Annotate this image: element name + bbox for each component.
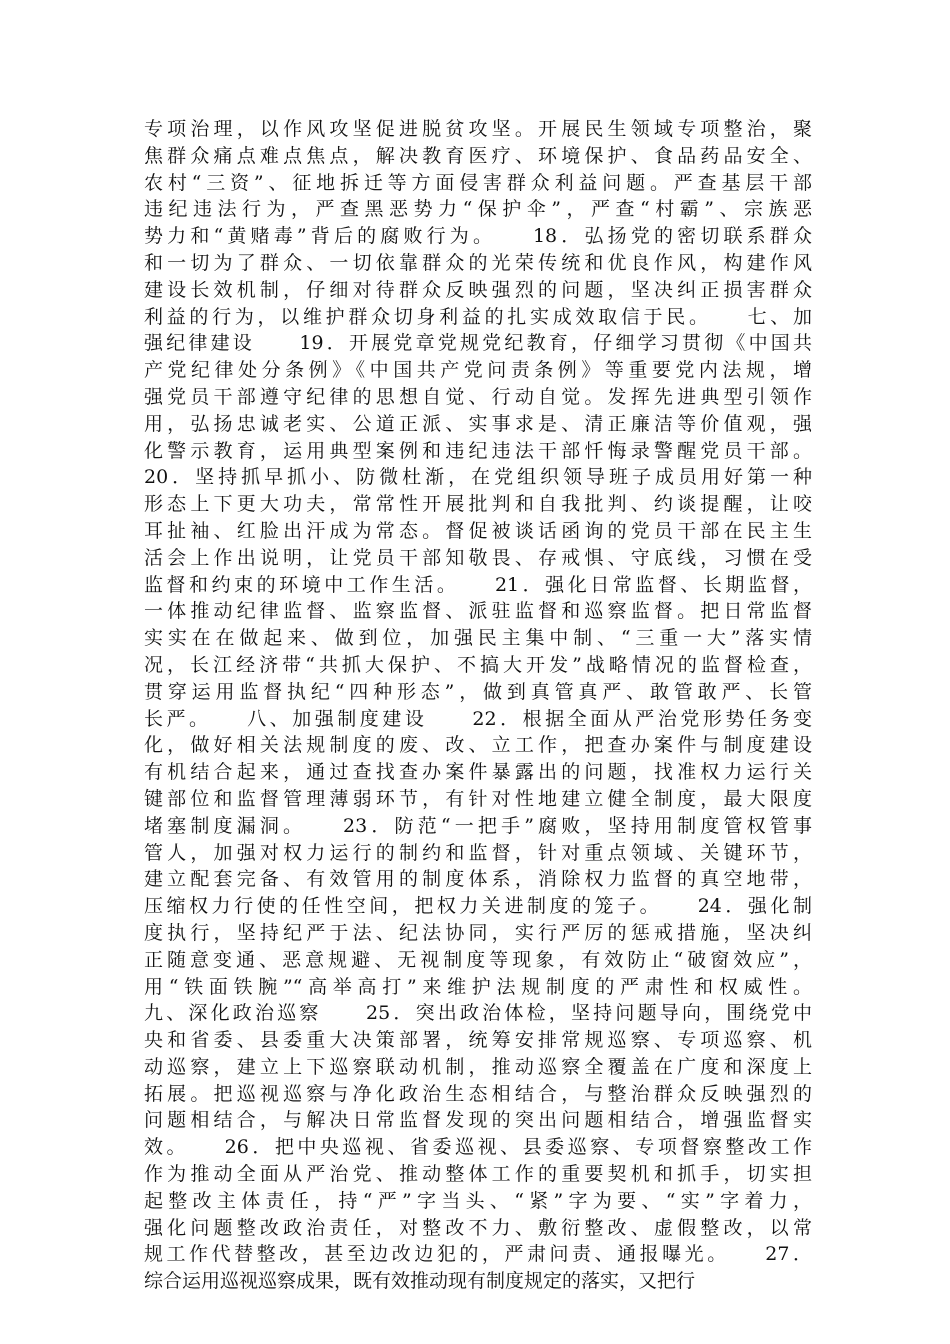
text-line: 度执行，坚持纪严于法、纪法协同，实行严厉的惩戒措施，坚决纠: [144, 921, 812, 944]
text-line: 央和省委、县委重大决策部署，统筹安排常规巡察、专项巡察、机: [144, 1029, 812, 1052]
text-line: 强纪律建设 19．开展党章党规党纪教育，仔细学习贯彻《中国共: [144, 332, 812, 355]
text-line: 耳扯袖、红脸出汗成为常态。督促被谈话函询的党员干部在民主生: [144, 519, 812, 542]
text-line: 一体推动纪律监督、监察监督、派驻监督和巡察监督。把日常监督: [144, 600, 812, 623]
text-line: 专项治理，以作风攻坚促进脱贫攻坚。开展民生领域专项整治，聚: [144, 118, 812, 140]
text-line: 规工作代替整改，甚至边改边犯的，严肃问责、通报曝光。 27．: [144, 1243, 812, 1266]
text-line: 形态上下更大功夫，常常性开展批判和自我批判、约谈提醒，让咬: [144, 493, 812, 516]
text-line: 建立配套完备、有效管用的制度体系，消除权力监督的真空地带，: [144, 868, 812, 891]
text-line: 用，弘扬忠诚老实、公道正派、实事求是、清正廉洁等价值观，强: [144, 412, 812, 435]
text-line: 况，长江经济带“共抓大保护、不搞大开发”战略情况的监督检查，: [144, 653, 812, 676]
text-line: 利益的行为，以维护群众切身利益的扎实成效取信于民。 七、加: [144, 305, 812, 328]
body-text: [144, 116, 812, 1295]
text-line: 堵塞制度漏洞。 23．防范“一把手”腐败，坚持用制度管权管事: [144, 814, 812, 837]
text-line: 综合运用巡视巡察成果，既有效推动现有制度规定的落实，又把行: [144, 1270, 696, 1293]
text-line: 压缩权力行使的任性空间，把权力关进制度的笼子。 24．强化制: [144, 895, 812, 918]
text-line: 化警示教育，运用典型案例和违纪违法干部忏悔录警醒党员干部。: [144, 439, 812, 462]
text-line: 和一切为了群众、一切依靠群众的光荣传统和优良作风，构建作风: [144, 251, 812, 274]
text-line: 20．坚持抓早抓小、防微杜渐，在党组织领导班子成员用好第一种: [144, 466, 812, 489]
text-line: 用“铁面铁腕”“高举高打”来维护法规制度的严肃性和权威性。: [144, 975, 812, 998]
text-line: 产党纪律处分条例》《中国共产党问责条例》等重要党内法规，增: [144, 359, 812, 382]
text-line: 起整改主体责任，持“严”字当头、“紧”字为要、“实”字着力，: [144, 1189, 812, 1212]
text-line: 正随意变通、恶意规避、无视制度等现象，有效防止“破窗效应”，: [144, 948, 812, 971]
text-line: 农村“三资”、征地拆迁等方面侵害群众利益问题。严查基层干部: [144, 171, 812, 194]
text-line: 势力和“黄赌毒”背后的腐败行为。 18．弘扬党的密切联系群众: [144, 225, 812, 248]
text-line: 化，做好相关法规制度的废、改、立工作，把查办案件与制度建设: [144, 734, 812, 757]
text-line: 强党员干部遵守纪律的思想自觉、行动自觉。发挥先进典型引领作: [144, 385, 812, 408]
text-line: 动巡察，建立上下巡察联动机制，推动巡察全覆盖在广度和深度上: [144, 1055, 812, 1078]
text-line: 活会上作出说明，让党员干部知敬畏、存戒惧、守底线，习惯在受: [144, 546, 812, 569]
text-line: 违纪违法行为，严查黑恶势力“保护伞”，严查“村霸”、宗族恶: [144, 198, 812, 221]
text-line: 监督和约束的环境中工作生活。 21．强化日常监督、长期监督，: [144, 573, 812, 596]
text-line: 九、深化政治巡察 25．突出政治体检，坚持问题导向，围绕党中: [144, 1002, 812, 1025]
text-line: 问题相结合，与解决日常监督发现的突出问题相结合，增强监督实: [144, 1109, 812, 1132]
text-line: 作为推动全面从严治党、推动整体工作的重要契机和抓手，切实担: [144, 1163, 812, 1186]
text-line: 建设长效机制，仔细对待群众反映强烈的问题，坚决纠正损害群众: [144, 278, 812, 301]
text-line: 拓展。把巡视巡察与净化政治生态相结合，与整治群众反映强烈的: [144, 1082, 812, 1105]
text-line: 强化问题整改政治责任，对整改不力、敷衍整改、虚假整改，以常: [144, 1216, 812, 1239]
text-line: 管人，加强对权力运行的制约和监督，针对重点领域、关键环节，: [144, 841, 812, 864]
text-line: 有机结合起来，通过查找查办案件暴露出的问题，找准权力运行关: [144, 761, 812, 784]
text-line: 贯穿运用监督执纪“四种形态”，做到真管真严、敢管敢严、长管: [144, 680, 812, 703]
text-line: 效。 26．把中央巡视、省委巡视、县委巡察、专项督察整改工作: [144, 1136, 812, 1159]
text-line: 焦群众痛点难点焦点，解决教育医疗、环境保护、食品药品安全、: [144, 144, 812, 167]
text-line: 实实在在做起来、做到位，加强民主集中制、“三重一大”落实情: [144, 627, 812, 650]
text-line: 键部位和监督管理薄弱环节，有针对性地建立健全制度，最大限度: [144, 787, 812, 810]
text-line: 长严。 八、加强制度建设 22．根据全面从严治党形势任务变: [144, 707, 812, 730]
